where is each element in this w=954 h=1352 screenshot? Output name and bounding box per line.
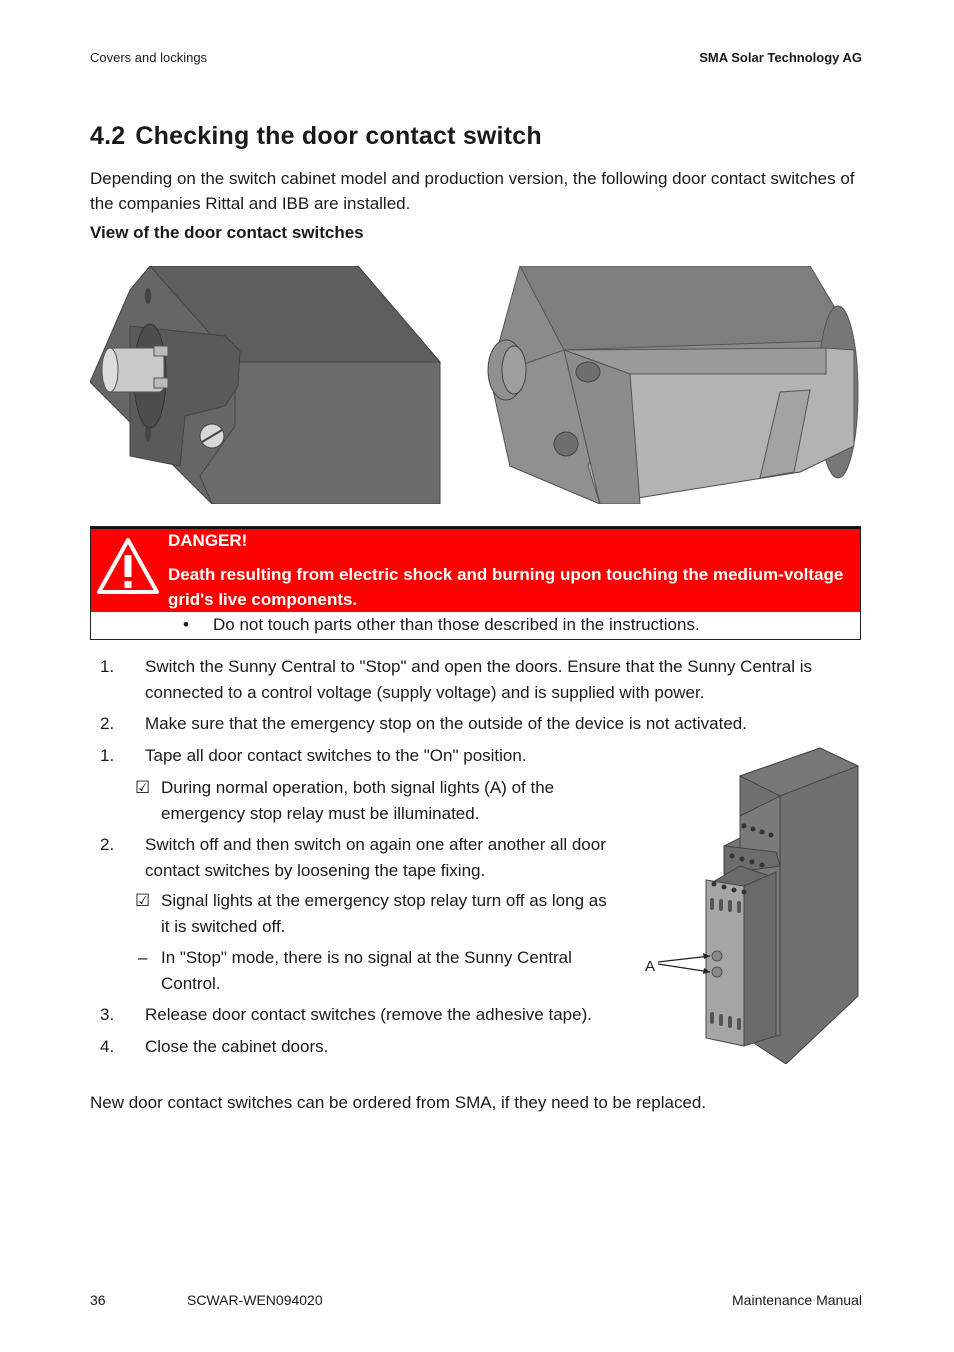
result-text: Signal lights at the emergency stop relay turn off as long as xyxy=(161,891,607,910)
note-text: Control. xyxy=(161,974,221,993)
view-heading: View of the door contact switches xyxy=(90,223,364,242)
step-text: contact switches by loosening the tape fixing. xyxy=(145,861,486,880)
danger-label: DANGER! xyxy=(168,531,248,550)
step-text: Make sure that the emergency stop on the outside of the device is not activated. xyxy=(145,714,747,733)
step-text: Switch the Sunny Central to "Stop" and open the doors. Ensure that the Sunny Central is xyxy=(145,657,812,676)
danger-banner xyxy=(91,527,860,612)
section-title-text: Checking the door contact switch xyxy=(135,122,542,150)
document-type: Maintenance Manual xyxy=(732,1292,862,1308)
relay-callout-label: A xyxy=(645,958,656,975)
result-text: it is switched off. xyxy=(161,917,286,936)
section-title xyxy=(90,122,542,151)
step-text: connected to a control voltage (supply voltage) and is supplied with power. xyxy=(145,683,705,702)
running-header-chapter: Covers and lockings xyxy=(90,50,208,65)
note-text: In "Stop" mode, there is no signal at the Sunny Central xyxy=(161,948,572,967)
emergency-stop-relay-image xyxy=(640,746,862,1064)
procedure-step-3 xyxy=(100,1002,630,1027)
closing-paragraph: New door contact switches can be ordered from SMA, if they need to be replaced. xyxy=(90,1093,707,1112)
door-switch-image-a xyxy=(90,266,442,504)
result-text: During normal operation, both signal lights (A) of the xyxy=(161,778,555,797)
bullet-glyph: • xyxy=(183,615,189,634)
door-switch-image-b xyxy=(480,266,862,504)
checkbox-icon: ☑ xyxy=(135,891,151,910)
step-number: 3. xyxy=(100,1005,115,1024)
step-number: 2. xyxy=(100,835,115,854)
section-number: 4.2 xyxy=(90,122,126,150)
checkbox-icon: ☑ xyxy=(135,778,151,797)
step-number: 1. xyxy=(100,746,115,765)
step-text: Release door contact switches (remove the adhesive tape). xyxy=(145,1005,592,1024)
procedure-step-2 xyxy=(100,832,630,882)
dash-glyph: – xyxy=(138,948,148,967)
step-text: Close the cabinet doors. xyxy=(145,1037,329,1056)
danger-notice xyxy=(90,526,861,640)
procedure-step-4 xyxy=(100,1034,630,1059)
intro-paragraph: Depending on the switch cabinet model and production version, the following door contact switches of the companies Rittal and IBB are installed. xyxy=(90,169,855,213)
warning-triangle-icon xyxy=(96,537,160,595)
page-number: 36 xyxy=(90,1292,106,1308)
document-id: SCWAR-WEN094020 xyxy=(187,1292,323,1308)
procedure-step-1 xyxy=(100,743,630,768)
step-number: 1. xyxy=(100,657,115,676)
danger-bullet-text: Do not touch parts other than those described in the instructions. xyxy=(213,615,700,634)
prep-step-2 xyxy=(100,711,870,736)
danger-bullet-item xyxy=(183,615,700,635)
step-number: 2. xyxy=(100,714,115,733)
step-text: Tape all door contact switches to the "On" position. xyxy=(145,746,527,765)
result-text: emergency stop relay must be illuminated. xyxy=(161,804,480,823)
step-number: 4. xyxy=(100,1037,115,1056)
prep-step-1 xyxy=(100,654,870,704)
step-text: Switch off and then switch on again one after another all door xyxy=(145,835,606,854)
running-header-company: SMA Solar Technology AG xyxy=(699,50,862,65)
danger-message: Death resulting from electric shock and burning upon touching the medium-voltage grid's live components. xyxy=(168,565,844,609)
